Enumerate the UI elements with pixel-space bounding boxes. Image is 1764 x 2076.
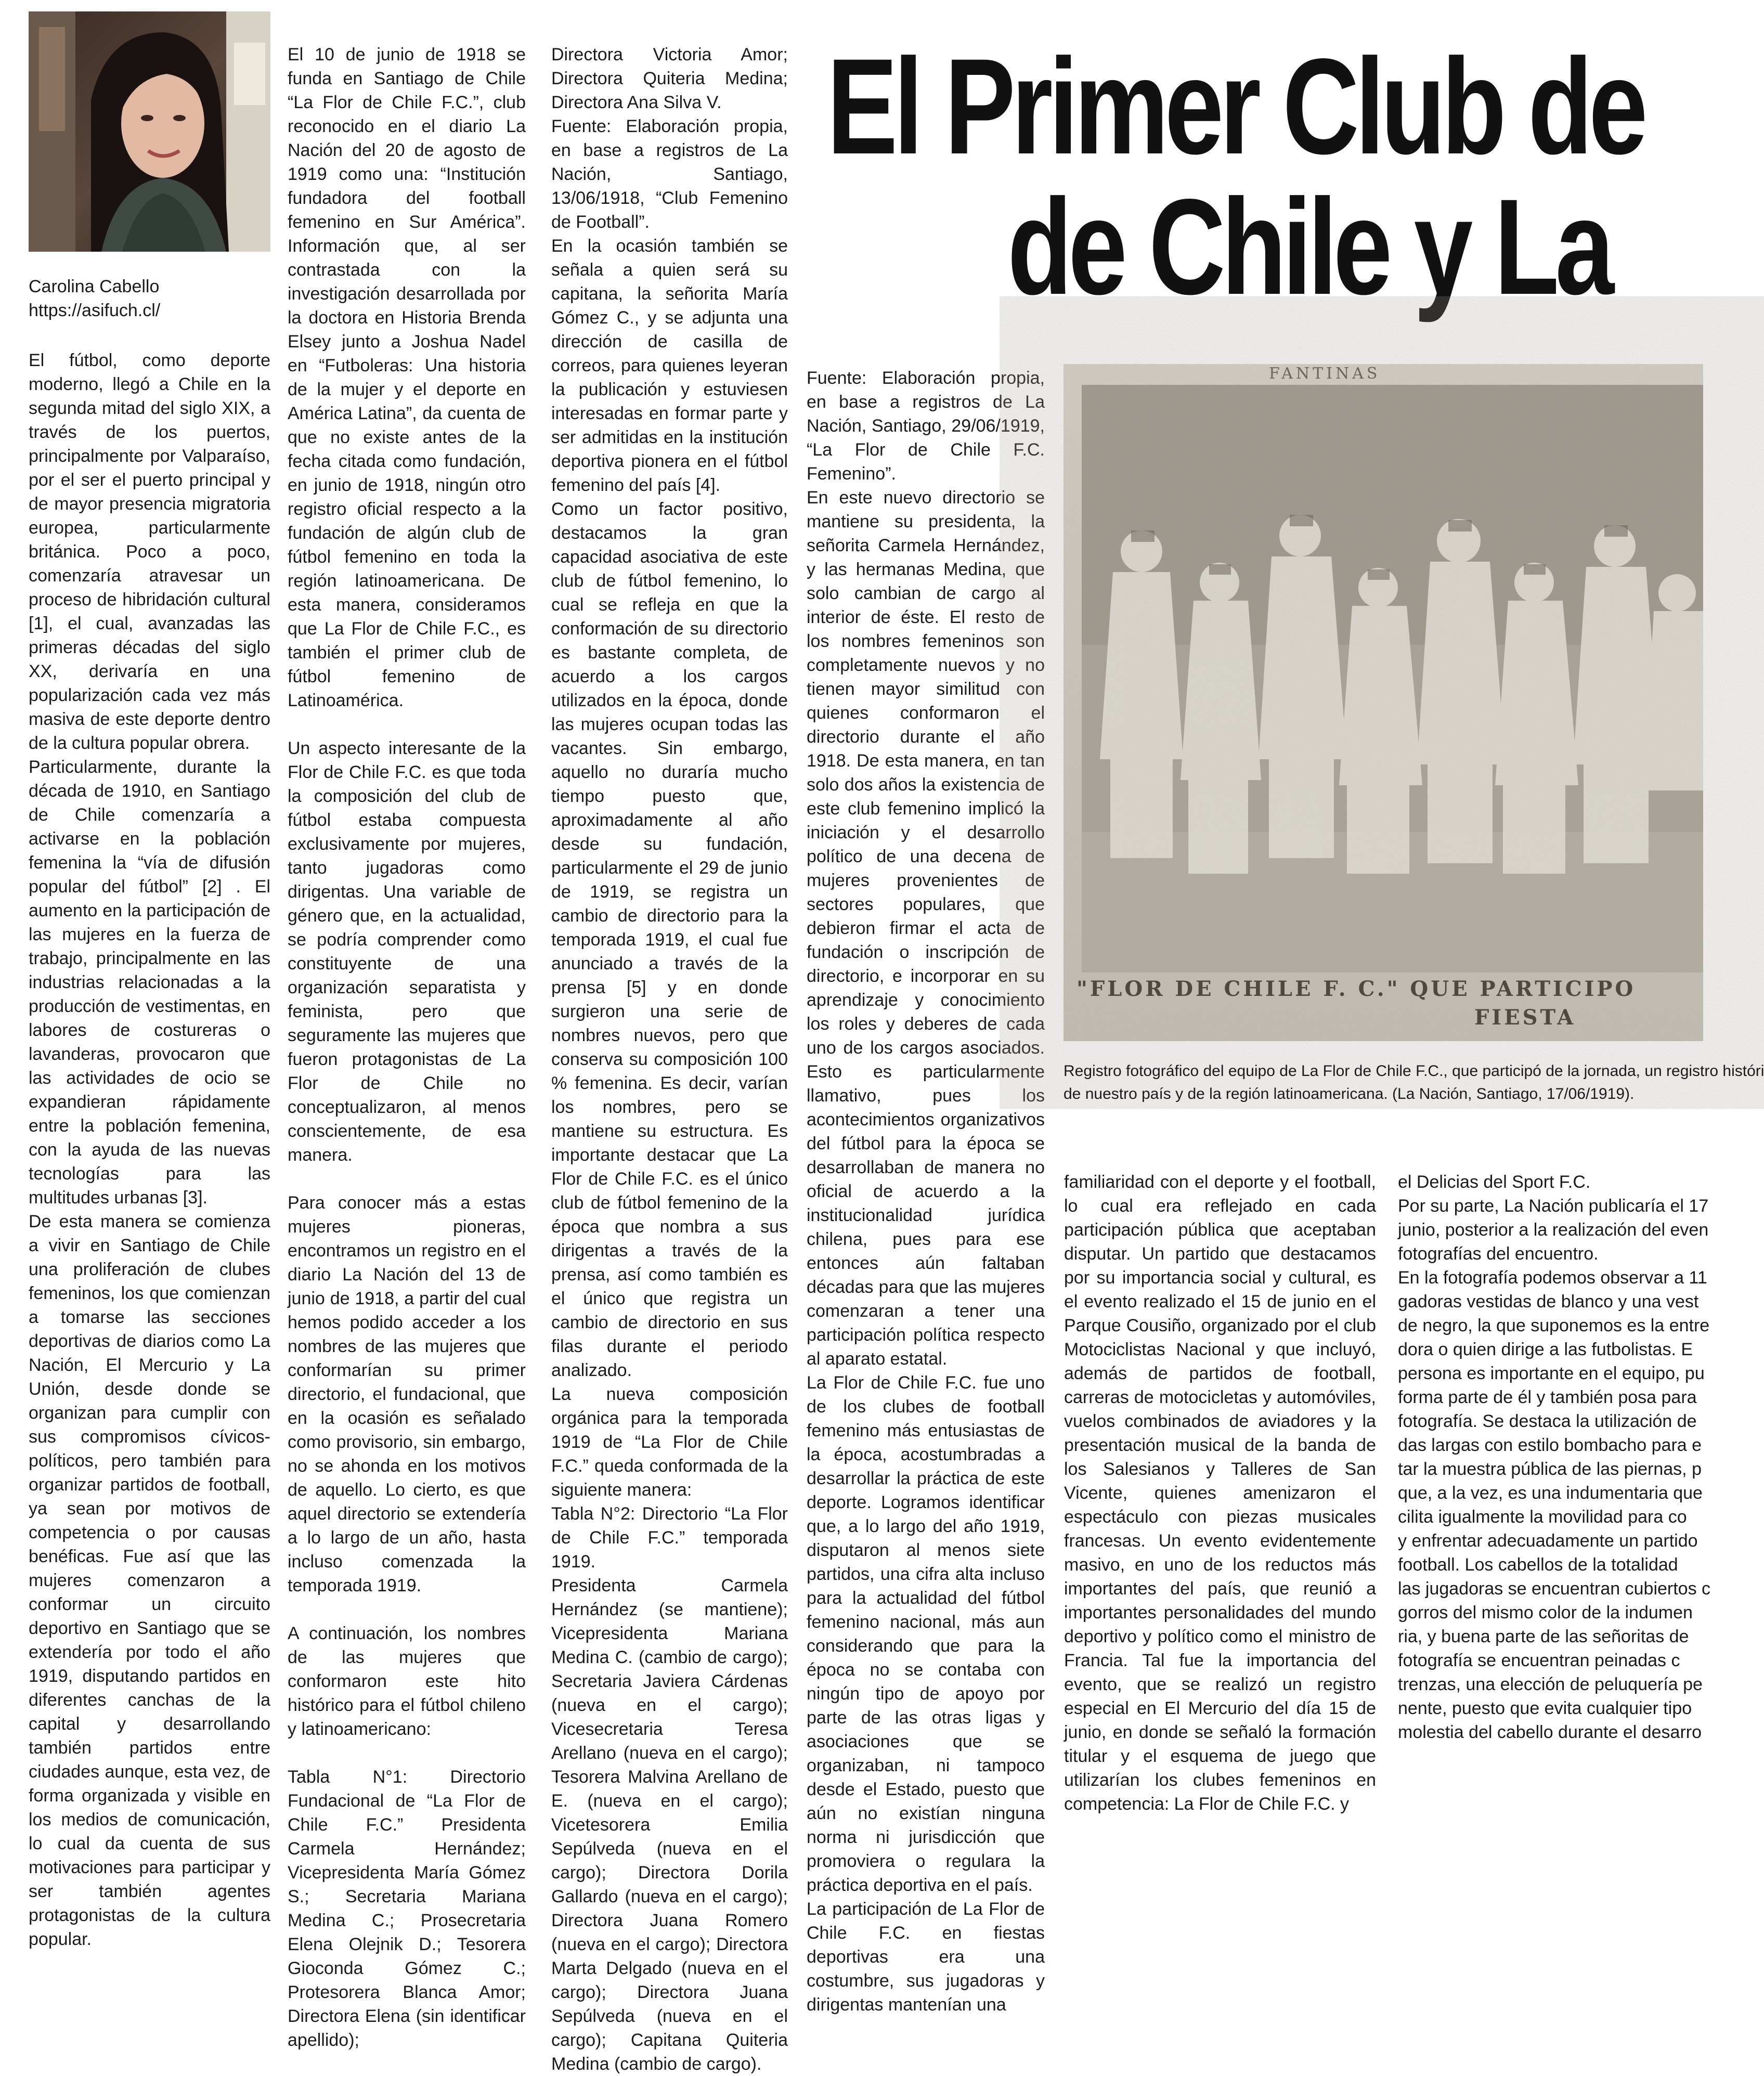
text-line: fotografías del encuentro. xyxy=(1398,1244,1599,1264)
table-2-title: Tabla N°2: Directorio “La Flor de Chile F.C.” temporada 1919. xyxy=(551,1504,788,1572)
text-line: y enfrentar adecuadamente un partido xyxy=(1398,1531,1698,1551)
text-line: junio, posterior a la realización del even xyxy=(1398,1220,1709,1240)
article-column-2 xyxy=(288,43,526,2052)
paragraph: Directora Victoria Amor; Directora Quiteria Medina; Directora Ana Silva V. xyxy=(551,45,788,112)
text-line: gadoras vestidas de blanco y una vest xyxy=(1398,1292,1699,1312)
text-line: el Delicias del Sport F.C. xyxy=(1398,1172,1591,1192)
historic-team-photo xyxy=(1063,364,1703,1041)
headline-line-2: de Chile y La xyxy=(1007,171,1611,323)
paragraph: Particularmente, durante la década de 1910, en Santiago de Chile comenzaría a activarse en la población femenina la “vía de difusión popular del fútbol” [2] . El aumento en la participación de las mujeres en la fuerza de trabajo, principalmente en las industrias relacionadas a la producción de vestimentas, en labores de costureras o lavanderas, provocaron que las actividades de ocio se expandieran rápidamente entre la población femenina, con la ayuda de las nuevas tecnologías para las multitudes urbanas [3]. xyxy=(29,757,270,1208)
text-line: las jugadoras se encuentran cubiertos c xyxy=(1398,1579,1711,1599)
photo-bottom-text-line-2: FIESTA xyxy=(1474,1005,1576,1030)
headline xyxy=(827,30,1644,323)
author-portrait-image xyxy=(29,11,270,252)
text-line: trenzas, una elección de peluquería pe xyxy=(1398,1675,1703,1694)
article-column-6 xyxy=(1398,1170,1711,1744)
team-photo-image xyxy=(1063,364,1703,1041)
text-line: Por su parte, La Nación publicaría el 17 xyxy=(1398,1196,1709,1216)
text-line: que, a la vez, es una indumentaria que xyxy=(1398,1483,1703,1503)
paragraph: La Flor de Chile F.C. fue uno de los clubes de football femenino más entusiastas de la época, acostumbradas a desarrollar la práctica de este deporte. Logramos identificar que, a lo largo del año 1919, disputaron al menos siete partidos, una cifra alta incluso para la actualidad del fútbol femenino nacional, más aun considerando que para la época no se contaba con ningún tipo de apoyo por parte de las otras ligas y asociaciones que se organizaban, ni tampoco desde el Estado, puesto que aún no existían ninguna norma ni jurisdicción que promoviera o regulara la práctica deportiva en el país. xyxy=(807,1373,1045,1895)
caption-line-2: de nuestro país y de la región latinoamericana. (La Nación, Santiago, 17/06/1919). xyxy=(1063,1085,1635,1102)
headline-line-1: El Primer Club de xyxy=(827,30,1644,183)
paragraph: De esta manera se comienza a vivir en Santiago de Chile una proliferación de clubes femeninos, los que comienzan a tomarse las secciones deportivas de diarios como La Nación, El Mercurio y La Unión, desde donde se organizan para cumplir con sus compromisos cívicos-políticos, pero también para organizar partidos de football, ya sean por motivos de competencia o por causas benéficas. Fue así que las mujeres comenzaron a conformar un circuito deportivo en Santiago que se extendería por todo el año 1919, disputando partidos en diferentes canchas de la capital y desarrollando también partidos entre ciudades aunque, esta vez, de forma organizada y visible en los medios de comunicación, lo cual da cuenta de sus motivaciones para participar y ser también agentes protagonistas de la cultura popular. xyxy=(29,1212,270,1949)
text-line: fotografía. Se destaca la utilización de xyxy=(1398,1411,1697,1431)
paragraph: Como un factor positivo, destacamos la gran capacidad asociativa de este club de fútbol femenino, lo cual se refleja en que la conformación de su directorio es bastante completa, de acuerdo a los cargos utilizados en la época, donde las mujeres ocupan todas las vacantes. Sin embargo, aquello no duraría mucho tiempo puesto que, aproximadamente al año desde su fundación, particularmente el 29 de junio de 1919, se registra un cambio de directorio para la temporada 1919, el cual fue anunciado a través de la prensa [5] y en donde surgieron una serie de nombres nuevos, pero que conserva su composición 100 % femenina. Es decir, varían los nombres, pero se mantiene su estructura. Es importante destacar que La Flor de Chile F.C. es el único club de fútbol femenino de la época que nombra a sus dirigentas a través de la prensa, así como también es el único que registra un cambio de directorio en sus filas durante el periodo analizado. xyxy=(551,499,788,1380)
author-photo xyxy=(29,11,270,252)
article-column-5 xyxy=(1064,1170,1376,1816)
source-note: Fuente: Elaboración propia, en base a registros de La Nación, Santiago, 13/06/1918, “Club Femenino de Football”. xyxy=(551,116,788,232)
text-line: fotografía se encuentran peinadas c xyxy=(1398,1651,1680,1670)
table-1-text: Tabla N°1: Directorio Fundacional de “La Flor de Chile F.C.” Presidenta Carmela Hernández; Vicepresidenta María Gómez S.; Secretaria Mariana Medina C.; Prosecretaria Elena Olejnik D.; Tesorera Gioconda Gómez C.; Protesorera Blanca Amor; Directora Elena (sin identificar apellido); xyxy=(288,1767,526,2050)
author-byline xyxy=(29,275,273,322)
text-line: cilita igualmente la movilidad para co xyxy=(1398,1507,1687,1527)
paragraph: La participación de La Flor de Chile F.C. en fiestas deportivas era una costumbre, sus jugadoras y dirigentas mantenían una xyxy=(807,1899,1045,2015)
text-line: persona es importante en el equipo, pu xyxy=(1398,1364,1705,1383)
paragraph: Para conocer más a estas mujeres pioneras, encontramos un registro en el diario La Nación del 13 de junio de 1918, a partir del cual hemos podido acceder a los nombres de las mujeres que conformarían su primer directorio, el fundacional, que en la ocasión es señalado como provisorio, sin embargo, no se ahonda en los motivos de aquello. Lo cierto, es que aquel directorio se extendería a lo largo de un año, hasta incluso comenzada la temporada 1919. xyxy=(288,1193,526,1595)
text-line: ria, y buena parte de las señoritas de xyxy=(1398,1627,1689,1646)
text-line: gorros del mismo color de la indumen xyxy=(1398,1603,1693,1623)
text-line: molestia del cabello durante el desarro xyxy=(1398,1722,1702,1742)
paragraph: A continuación, los nombres de las mujeres que conformaron este hito histórico para el fútbol chileno y latinoamericano: xyxy=(288,1624,526,1739)
paragraph: El fútbol, como deporte moderno, llegó a Chile en la segunda mitad del siglo XIX, a través de los puertos, principalmente por Valparaíso, por el ser el puerto principal y de mayor presencia migratoria europea, particularmente británica. Poco a poco, comenzaría atravesar un proceso de hibridación cultural [1], el cual, avanzadas las primeras décadas del siglo XX, derivaría en una popularización cada vez más masiva de este deporte dentro de la cultura popular obrera. xyxy=(29,351,270,753)
text-line: nente, puesto que evita cualquier tipo xyxy=(1398,1698,1692,1718)
text-line: dora o quien dirige a las futbolistas. E xyxy=(1398,1340,1693,1359)
text-line: tar la muestra pública de las piernas, p xyxy=(1398,1459,1702,1479)
source-note: Fuente: Elaboración propia, en base a registros de La Nación, Santiago, 29/06/1919, “La Flor de Chile F.C. Femenino”. xyxy=(807,368,1045,484)
text-line: football. Los cabellos de la totalidad xyxy=(1398,1555,1678,1575)
paragraph: Un aspecto interesante de la Flor de Chile F.C. es que toda la composición del club de fútbol estaba compuesta exclusivamente por mujeres, tanto jugadoras como dirigentas. Una variable de género que, en la actualidad, se podría comprender como constituyente de una organización separatista y feminista, pero que seguramente las mujeres que fueron protagonistas de La Flor de Chile no conceptualizaron, al menos conscientemente, de esa manera. xyxy=(288,738,526,1165)
paragraph: familiaridad con el deporte y el football, lo cual era reflejado en cada participación pública que aceptaban disputar. Un partido que destacamos por su importancia social y cultural, es el evento realizado el 15 de junio en el Parque Cousiño, organizado por el club Motociclistas Nacional y que incluyó, además de partidos de football, carreras de motocicletas y automóviles, vuelos combinados de aviadores y la presentación musical de la banda de los Salesianos y Talleres de San Vicente, quienes amenizaron el espectáculo con piezas musicales francesas. Un evento evidentemente masivo, en uno de los reductos más importantes del país, que reunió a importantes personalidades del mundo deportivo y político como el ministro de Francia. Tal fue la importancia del evento, que se realizó un registro especial en El Mercurio del día 15 de junio, en donde se señaló la formación titular y el esquema de juego que utilizarían los clubes femeninos en competencia: La Flor de Chile F.C. y xyxy=(1064,1172,1376,1814)
paragraph: La nueva composición orgánica para la temporada 1919 de “La Flor de Chile F.C.” queda conformada de la siguiente manera: xyxy=(551,1384,788,1500)
author-name: Carolina Cabello xyxy=(29,277,160,296)
paragraph: En este nuevo directorio se mantiene su presidenta, la señorita Carmela Hernández, y las hermanas Medina, que solo cambian de cargo al interior de éste. El resto de los nombres femeninos son completamente nuevos y no tienen mayor similitud con quienes conformaron el directorio durante el año 1918. De esta manera, en tan solo dos años la existencia de este club femenino implicó la iniciación y el desarrollo político de una decena de mujeres provenientes de sectores populares, que debieron firmar el acta de fundación o inscripción de directorio, e incorporar en su aprendizaje y conocimiento los roles y deberes de cada uno de los cargos asociados. Esto es particularmente llamativo, pues los acontecimientos organizativos del fútbol para la época se desarrollaban de manera no oficial de acuerdo a la institucionalidad jurídica chilena, pues para ese entonces aún faltaban décadas para que las mujeres comenzaran a tener una participación política respecto al aparato estatal. xyxy=(807,488,1045,1369)
article-column-1 xyxy=(29,348,270,1951)
paragraph: En la ocasión también se señala a quien será su capitana, la señorita María Gómez C., y se adjunta una dirección de casilla de correos, para quienes leyeran la publicación y estuviesen interesadas en formar parte y ser admitidas en la institución deportiva pionera en el fútbol femenino del país [4]. xyxy=(551,236,788,495)
photo-top-text: FANTINAS xyxy=(1269,365,1381,383)
article-column-3 xyxy=(551,43,788,2076)
table-2-text: Presidenta Carmela Hernández (se mantiene); Vicepresidenta Mariana Medina C. (cambio de cargo); Secretaria Javiera Cárdenas (nueva en el cargo); Vicesecretaria Teresa Arellano (nueva en el cargo); Tesorera Malvina Arellano de E. (nueva en el cargo); Vicetesorera Emilia Sepúlveda (nueva en el cargo); Directora Dorila Gallardo (nueva en el cargo); Directora Juana Romero (nueva en el cargo); Directora Marta Delgado (nueva en el cargo); Directora Juana Sepúlveda (nueva en el cargo); Capitana Quiteria Medina (cambio de cargo). xyxy=(551,1576,788,2074)
caption-line-1: Registro fotográfico del equipo de La Flor de Chile F.C., que participó de la jornada, un registro históri xyxy=(1063,1062,1764,1080)
paragraph: El 10 de junio de 1918 se funda en Santiago de Chile “La Flor de Chile F.C.”, club reconocido en el diario La Nación del 20 de agosto de 1919 como una: “Institución fundadora del football femenino en Sur América”. Información que, al ser contrastada con la investigación desarrollada por la doctora en Historia Brenda Elsey junto a Joshua Nadel en “Futboleras: Una historia de la mujer y el deporte en América Latina”, da cuenta de que no existe antes de la fecha citada como fundación, en junio de 1918, ningún otro registro oficial respecto a la fundación de algún club de fútbol femenino en toda la región latinoamericana. De esta manera, consideramos que La Flor de Chile F.C., es también el primer club de fútbol femenino de Latinoamérica. xyxy=(288,45,526,710)
article-column-4 xyxy=(807,366,1045,2017)
author-website[interactable]: https://asifuch.cl/ xyxy=(29,301,161,320)
text-line: das largas con estilo bombacho para e xyxy=(1398,1435,1702,1455)
photo-bottom-text-line-1: "FLOR DE CHILE F. C." QUE PARTICIPO xyxy=(1076,977,1636,1001)
text-line: En la fotografía podemos observar a 11 xyxy=(1398,1268,1707,1288)
text-line: de negro, la que suponemos es la entre xyxy=(1398,1316,1710,1335)
text-line: forma parte de él y también posa para xyxy=(1398,1387,1697,1407)
photo-caption xyxy=(1063,1060,1764,1106)
